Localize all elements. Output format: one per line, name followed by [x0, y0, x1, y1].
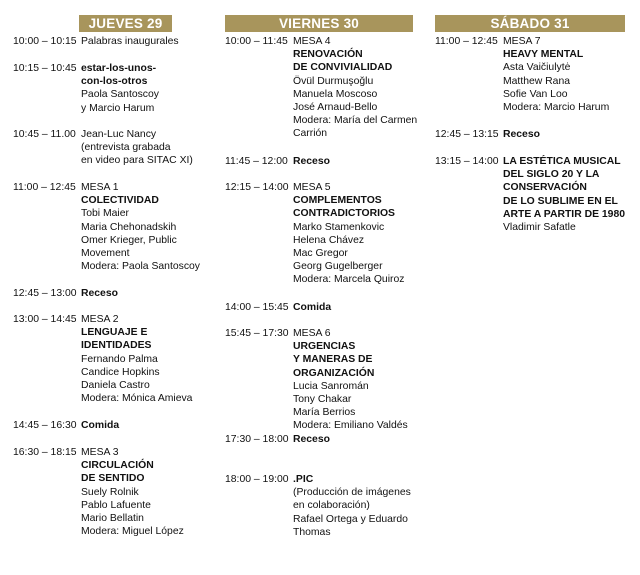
- entry-title-line: CONTRADICTORIOS: [293, 208, 395, 220]
- entry-text-line: Daniela Castro: [81, 380, 150, 392]
- entry-text-line: Modera: Emiliano Valdés: [293, 420, 408, 432]
- time-range: 10:00 – 11:45: [225, 36, 288, 47]
- entry-text-line: Modera: Mónica Amieva: [81, 393, 193, 405]
- entry-details: [81, 313, 223, 405]
- entry-text-line: Rafael Ortega y Eduardo: [293, 513, 408, 525]
- entry-text-line: Modera: Miguel López: [81, 526, 184, 538]
- entry-title-line: .PIC: [293, 474, 314, 485]
- entry-title-line: URGENCIAS: [293, 341, 356, 353]
- entry-text-line: (Producción de imágenes: [293, 487, 411, 499]
- entry-title-line: DE LO SUBLIME EN EL: [503, 195, 618, 207]
- entry-text-line: MESA 4: [293, 36, 331, 47]
- entry-text-line: Matthew Rana: [503, 75, 570, 87]
- entry-title-line: LA ESTÉTICA MUSICAL: [503, 156, 621, 167]
- entry-details: [293, 327, 435, 433]
- entry-title-line: ORGANIZACIÓN: [293, 367, 375, 379]
- day-column-jueves: [13, 15, 223, 538]
- day-column-viernes: [225, 15, 435, 538]
- entry-text-line: María Berrios: [293, 407, 356, 419]
- entry-text-line: Marko Stamenkovic: [293, 221, 385, 233]
- entry-title-line: LENGUAJE E: [81, 327, 148, 339]
- entry-text-line: Manuela Moscoso: [293, 88, 378, 100]
- entry-text-line: Suely Rolnik: [81, 486, 139, 498]
- entry-details: [81, 287, 223, 300]
- entry-title-line: Comida: [81, 420, 120, 431]
- entry-title-line: ARTE A PARTIR DE 1980: [503, 208, 626, 220]
- day-column-sabado: [435, 15, 635, 234]
- entry-details: [81, 128, 223, 168]
- time-range: 17:30 – 18:00: [225, 434, 289, 445]
- entry-title-line: Comida: [293, 302, 332, 313]
- entry-details: [293, 433, 435, 446]
- entry-text-line: en video para SITAC XI): [81, 155, 193, 167]
- entry-text-line: MESA 1: [81, 182, 119, 193]
- time-range: 10:45 – 11.00: [13, 129, 76, 140]
- entry-text-line: Candice Hopkins: [81, 366, 160, 378]
- time-range: 10:00 – 10:15: [13, 36, 77, 47]
- day-header: SÁBADO 31: [435, 15, 625, 32]
- entry-title-line: CONSERVACIÓN: [503, 182, 587, 194]
- entry-text-line: Maria Chehonadskih: [81, 221, 177, 233]
- entry-title-line: COMPLEMENTOS: [293, 195, 382, 207]
- time-range: 12:45 – 13:15: [435, 129, 499, 140]
- entry-details: [81, 419, 223, 432]
- time-range: 16:30 – 18:15: [13, 447, 77, 458]
- time-range: 13:15 – 14:00: [435, 156, 499, 167]
- entry-text-line: Mac Gregor: [293, 248, 348, 260]
- day-header: VIERNES 30: [225, 15, 413, 32]
- time-range: 12:15 – 14:00: [225, 182, 289, 193]
- entry-title-line: DEL SIGLO 20 Y LA: [503, 169, 600, 181]
- entry-details: [81, 446, 223, 538]
- entry-title-line: HEAVY MENTAL: [503, 49, 584, 61]
- entry-text-line: Modera: Marcio Harum: [503, 102, 610, 114]
- entry-text-line: Pablo Lafuente: [81, 499, 151, 511]
- entry-text-line: Tobi Maier: [81, 208, 129, 220]
- entry-text-line: Paola Santoscoy: [81, 89, 159, 101]
- entry-text-line: (entrevista grabada: [81, 142, 171, 154]
- entry-text-line: Thomas: [293, 526, 331, 538]
- entry-text-line: José Arnaud-Bello: [293, 102, 378, 114]
- entry-title-line: estar-los-unos-: [81, 63, 157, 74]
- entry-details: [293, 473, 435, 539]
- entry-text-line: Fernando Palma: [81, 353, 158, 365]
- entry-title-line: DE CONVIVIALIDAD: [293, 62, 393, 74]
- time-range: 18:00 – 19:00: [225, 474, 289, 485]
- entry-text-line: Modera: Marcela Quiroz: [293, 274, 405, 286]
- entry-title-line: Y MANERAS DE: [293, 354, 373, 366]
- entry-title-line: CIRCULACIÓN: [81, 460, 154, 472]
- entry-text-line: en colaboración): [293, 500, 370, 512]
- entry-details: [293, 35, 435, 141]
- entry-text-line: Mario Bellatin: [81, 513, 144, 525]
- entry-text-line: Övül Durmuşoğlu: [293, 75, 374, 87]
- entry-title-line: con-los-otros: [81, 76, 148, 88]
- entry-text-line: Georg Gugelberger: [293, 261, 383, 273]
- entry-text-line: Lucia Sanromán: [293, 380, 369, 392]
- entry-text-line: Carrión: [293, 128, 328, 140]
- entry-text-line: Movement: [81, 248, 130, 260]
- entry-text-line: Omer Krieger, Public: [81, 234, 177, 246]
- entry-details: [503, 128, 635, 141]
- entry-details: [293, 181, 435, 287]
- entry-text-line: MESA 2: [81, 314, 119, 325]
- entry-text-line: MESA 7: [503, 36, 541, 47]
- entry-text-line: Modera: Paola Santoscoy: [81, 261, 200, 273]
- entry-details: [293, 155, 435, 168]
- entry-text-line: Palabras inaugurales: [81, 36, 179, 47]
- entry-title-line: DE SENTIDO: [81, 473, 145, 485]
- entry-text-line: MESA 5: [293, 182, 331, 193]
- entry-text-line: MESA 3: [81, 447, 119, 458]
- entry-title-line: Receso: [81, 288, 118, 299]
- time-range: 11:00 – 12:45: [435, 36, 498, 47]
- entry-text-line: Jean-Luc Nancy: [81, 129, 157, 140]
- time-range: 13:00 – 14:45: [13, 314, 77, 325]
- entry-text-line: y Marcio Harum: [81, 102, 155, 114]
- entry-title-line: Receso: [293, 434, 330, 445]
- entry-text-line: Helena Chávez: [293, 234, 365, 246]
- time-range: 11:00 – 12:45: [13, 182, 76, 193]
- day-header: JUEVES 29: [79, 15, 172, 32]
- entry-details: [503, 155, 635, 234]
- time-range: 14:00 – 15:45: [225, 302, 289, 313]
- entry-text-line: Tony Chakar: [293, 394, 352, 406]
- entry-title-line: Receso: [293, 156, 330, 167]
- entry-text-line: Modera: María del Carmen: [293, 115, 418, 127]
- entry-details: [81, 181, 223, 273]
- entry-details: [293, 301, 435, 314]
- entry-text-line: Vladimir Safatle: [503, 222, 576, 234]
- entry-title-line: Receso: [503, 129, 540, 140]
- entry-title-line: RENOVACIÓN: [293, 49, 363, 61]
- entry-text-line: Sofie Van Loo: [503, 88, 568, 100]
- entry-title-line: IDENTIDADES: [81, 340, 152, 352]
- time-range: 14:45 – 16:30: [13, 420, 77, 431]
- entry-text-line: MESA 6: [293, 328, 331, 339]
- entry-details: [81, 62, 223, 115]
- time-range: 12:45 – 13:00: [13, 288, 77, 299]
- time-range: 10:15 – 10:45: [13, 63, 77, 74]
- time-range: 15:45 – 17:30: [225, 328, 289, 339]
- time-range: 11:45 – 12:00: [225, 156, 288, 167]
- entry-text-line: Asta Vaičiulytė: [503, 62, 571, 74]
- entry-details: [503, 35, 635, 114]
- entry-details: [81, 35, 223, 48]
- entry-title-line: COLECTIVIDAD: [81, 195, 159, 207]
